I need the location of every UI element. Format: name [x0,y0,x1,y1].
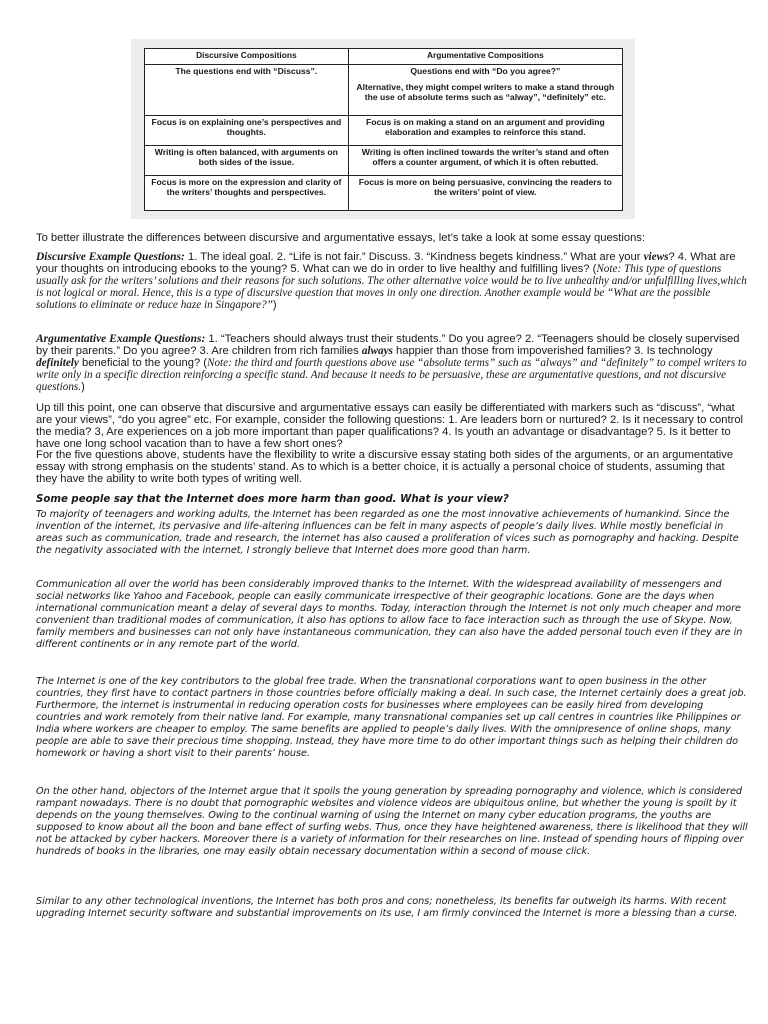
cell-line: Alternative, they might compel writers to make a stand through the use of absolute terms such as “alway”, “definitely” etc. [356,82,615,102]
header-argumentative: Argumentative Compositions [348,49,622,65]
table-row [145,116,623,146]
closing-paren: ) [272,299,277,311]
table-cell [348,65,622,116]
table-row [145,176,623,211]
argumentative-text: 1. “Teachers should always trust their students.” Do you agree? 2. “Teenagers should be closely supervised by their parents.” Do you agree? 3. Are children from rich families [36,333,740,357]
comparison-table-image [131,39,635,219]
argumentative-note: Note: the third and fourth questions above use “absolute terms” such as “always” and “definitely” to compel writers to write only in a specific direction reinforcing a specific stand. And because it needs to be persuasive, these are argumentative questions, and not discursive questions. [36,357,747,393]
essay-paragraph-2: Communication all over the world has been considerably improved thanks to the Internet. With the widespread availability of messengers and social networks like Yahoo and Facebook, people can easily communicate irrespective of their geographic locations. Gone are the days when international communication meant a delay of several days to months. Today, interaction through the Internet is not only much cheaper and more convenient than traditional modes of communication, it also has options to allow face to face interaction such as through the use of Skype. Now, family members and businesses can not only have instantaneous communication, they can also have the added personal touch even if they are in different continents or in any remote part of the world. [36,579,743,650]
intro-text: To better illustrate the differences between discursive and argumentative essays, let’s take a look at some essay questions: [36,232,646,244]
table-cell: Focus is on explaining one’s perspectives and thoughts. [145,116,349,146]
essay-paragraph-4: On the other hand, objectors of the Internet argue that it spoils the young generation by spreading pornography and violence, which is considered rampant nowadays. There is no doubt that pornographic websites and violence videos are ubiquitous online, but whether the young is spoilt by it depends on the young themselves. Owing to the continual warning of using the Internet on many cyber education programs, the youths are supposed to know about all the boon and bane effect of surfing webs. Thus, once they have heightened awareness, there is likelihood that they will not be attacked by cyber hackers. Moreover there is a variety of information for their researches on line. Instead of spending hours of flipping over hundreds of books in the libraries, one may easily obtain necessary documentation within a second of mouse click. [36,786,748,857]
table-row [145,65,623,116]
table-cell: Writing is often inclined towards the writer’s stand and often offers a counter argument, of which it is often rebutted. [348,146,622,176]
observation-paragraph-2: For the five questions above, students have the flexibility to write a discursive essay stating both sides of the arguments, or an argumentative essay with strong emphasis on the students’ stand. As to which is a better choice, it is actually a personal choice of students, assuming that they have the ability to write both types of writing well. [36,449,734,485]
observation-paragraph-1: Up till this point, one can observe that discursive and argumentative essays can easily be differentiated with markers such as “discuss”, “what are your views”, “do you agree” etc. For example, consider the following questions: 1. Are leaders born or nurtured? 2. Is it necessary to control the media? 3, Are experiences on a job more important than paper qualifications? 4. Is youth an advantage or disadvantage? 5. Is it better to have one long school vacation than to have a few short ones? [36,402,744,450]
table-row [145,146,623,176]
argumentative-lead: Argumentative Example Questions: [36,333,206,345]
header-discursive: Discursive Compositions [145,49,349,65]
emphasis-word: definitely [36,357,79,369]
argumentative-examples [36,333,748,393]
discursive-lead: Discursive Example Questions: [36,251,185,263]
argumentative-text: happier than those from impoverished families? 3. Is technology [392,345,713,357]
discursive-note: Note: This type of questions usually ask for the writers’ solutions and their reasons for such solutions. The other alternative voice would be to live unhealthy and/or unfulfilling lives,which is not logical or moral. Hence, this is a type of discursive question that moves in only one direction. Another example would be “What are the possible solutions to eliminate or reduce haze in Singapore?” [36,263,747,311]
table-cell: Writing is often balanced, with arguments on both sides of the issue. [145,146,349,176]
argumentative-text: beneficial to the young? ( [78,357,207,369]
closing-paren: ) [81,381,85,393]
discursive-text: 1. The ideal goal. 2. “Life is not fair.” Discuss. 3. “Kindness begets kindness.” What are your [184,251,644,263]
emphasis-word: always [361,345,393,357]
table-cell: The questions end with “Discuss”. [145,65,349,116]
essay-paragraph-3: The Internet is one of the key contributors to the global free trade. When the transnational corporations want to open business in the other countries, they first have to contact partners in those countries before officially making a deal. In such case, the Internet certainly does a great job. Furthermore, the internet is instrumental in reducing operation costs for businesses where employees can be easily hired from developing countries and work remotely from their native land. For example, many transnational companies set up call centres in countries like Philippines or India where workers are cheaper to employ. The same benefits are applied to people’s daily lives. With the omnipresence of online shops, many people are able to save their precious time shopping. Instead, they have more time to do other important things such as helping their children do homework or having a short visit to their parents’ house. [36,676,747,759]
table-cell: Focus is on making a stand on an argument and providing elaboration and examples to reinforce this stand. [348,116,622,146]
essay-paragraph-1: To majority of teenagers and working adults, the Internet has been regarded as one the most innovative achievements of humankind. Since the invention of the internet, its pervasive and life-altering influences can be felt in many aspects of people’s daily lives. While mostly beneficial in areas such as communication, trade and research, the internet has also caused a proliferation of vices such as pornography and hacking. Despite the negativity associated with the internet, I strongly believe that Internet does more good than harm. [36,509,739,556]
emphasis-word: views [643,251,669,263]
comparison-table [144,48,623,211]
cell-line: Questions end with “Do you agree?” [410,66,561,76]
essay-title: Some people say that the Internet does more harm than good. What is your view? [36,494,509,505]
discursive-text: ? 4. What are your thoughts on introducing ebooks to the young? 5. What can we do in order to live healthy and fulfilling lives? ( [36,251,736,275]
table-cell: Focus is more on being persuasive, convincing the readers to the writers’ point of view. [348,176,622,211]
table-cell: Focus is more on the expression and clarity of the writers’ thoughts and perspectives. [145,176,349,211]
discursive-examples [36,251,748,311]
essay-paragraph-5: Similar to any other technological inventions, the Internet has both pros and cons; nonetheless, its benefits far outweigh its harms. With recent upgrading Internet security software and substantial improvements on its use, I am firmly convinced the Internet is more a blessing than a curse. [36,896,738,919]
